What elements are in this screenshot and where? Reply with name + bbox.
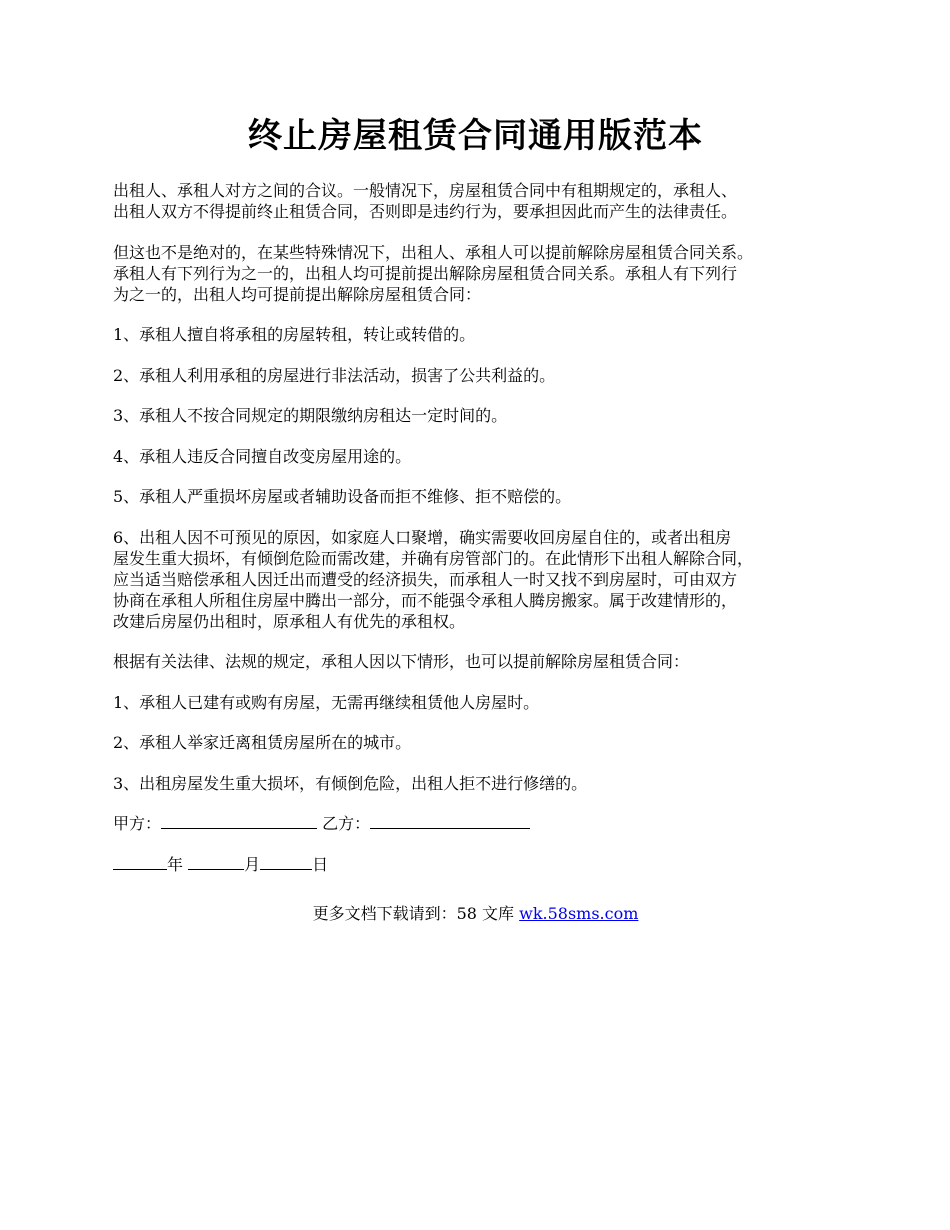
- paragraph-line: 出租人双方不得提前终止租赁合同，否则即是违约行为，要承担因此而产生的法律责任。: [113, 202, 738, 221]
- list-item: 1、承租人已建有或购有房屋，无需再继续租赁他人房屋时。: [113, 692, 540, 712]
- year-blank[interactable]: [113, 855, 167, 870]
- list-item: 1、承租人擅自将承租的房屋转租，转让或转借的。: [113, 325, 476, 344]
- paragraph-line: 出租人、承租人对方之间的合议。一般情况下，房屋租赁合同中有租期规定的，承租人、: [113, 181, 738, 200]
- paragraph-line: 协商在承租人所租住房屋中腾出一部分，而不能强令承租人腾房搬家。属于改建情形的，: [113, 590, 738, 610]
- paragraph-line: 改建后房屋仍出租时，原承租人有优先的承租权。: [113, 611, 466, 631]
- paragraph-line: 承租人有下列行为之一的，出租人均可提前提出解除房屋租赁合同关系。承租人有下列行: [113, 263, 738, 283]
- paragraph-line: 应当适当赔偿承租人因迁出而遭受的经济损失，而承租人一时又找不到房屋时，可由双方: [113, 569, 738, 589]
- footer-link[interactable]: wk.58sms.com: [519, 904, 639, 923]
- party-b-blank[interactable]: [370, 814, 530, 829]
- paragraph-line: 屋发生重大损坏，有倾倒危险而需改建，并确有房管部门的。在此情形下出租人解除合同，: [113, 548, 754, 568]
- list-item: 3、出租房屋发生重大损坏，有倾倒危险，出租人拒不进行修缮的。: [113, 773, 588, 793]
- list-item: 2、承租人利用承租的房屋进行非法活动，损害了公共利益的。: [113, 365, 556, 385]
- exception-paragraph: [113, 242, 853, 305]
- document-body: [113, 180, 853, 894]
- party-b-label: 乙方：: [322, 814, 371, 833]
- party-a-label: 甲方：: [113, 814, 162, 833]
- list-item: 5、承租人严重损坏房屋或者辅助设备而拒不维修、拒不赔偿的。: [113, 487, 572, 506]
- footer-text: 更多文档下载请到：58 文库: [312, 904, 520, 923]
- day-label: 日: [312, 854, 329, 874]
- list-item: 4、承租人违反合同擅自改变房屋用途的。: [113, 446, 412, 466]
- list-item: 2、承租人举家迁离租赁房屋所在的城市。: [113, 733, 412, 752]
- intro-paragraph: [113, 180, 853, 222]
- paragraph-line: 为之一的，出租人均可提前提出解除房屋租赁合同：: [113, 284, 482, 304]
- download-footer: [113, 903, 838, 924]
- item-6-paragraph: [113, 527, 853, 632]
- day-blank[interactable]: [260, 855, 312, 870]
- list-item: 3、承租人不按合同规定的期限缴纳房租达一定时间的。: [113, 406, 508, 425]
- law-intro-paragraph: 根据有关法律、法规的规定，承租人因以下情形，也可以提前解除房屋租赁合同：: [113, 652, 690, 671]
- paragraph-line: 6、出租人因不可预见的原因，如家庭人口聚增，确实需要收回房屋自住的，或者出租房: [113, 527, 732, 547]
- month-blank[interactable]: [188, 855, 244, 870]
- document-title: 终止房屋租赁合同通用版范本: [248, 116, 703, 156]
- party-a-blank[interactable]: [161, 814, 317, 829]
- signature-parties: [113, 813, 853, 834]
- month-label: 月: [244, 854, 261, 874]
- year-label: 年: [167, 854, 184, 874]
- paragraph-line: 但这也不是绝对的，在某些特殊情况下，出租人、承租人可以提前解除房屋租赁合同关系。: [113, 242, 754, 262]
- signature-date: [113, 854, 853, 875]
